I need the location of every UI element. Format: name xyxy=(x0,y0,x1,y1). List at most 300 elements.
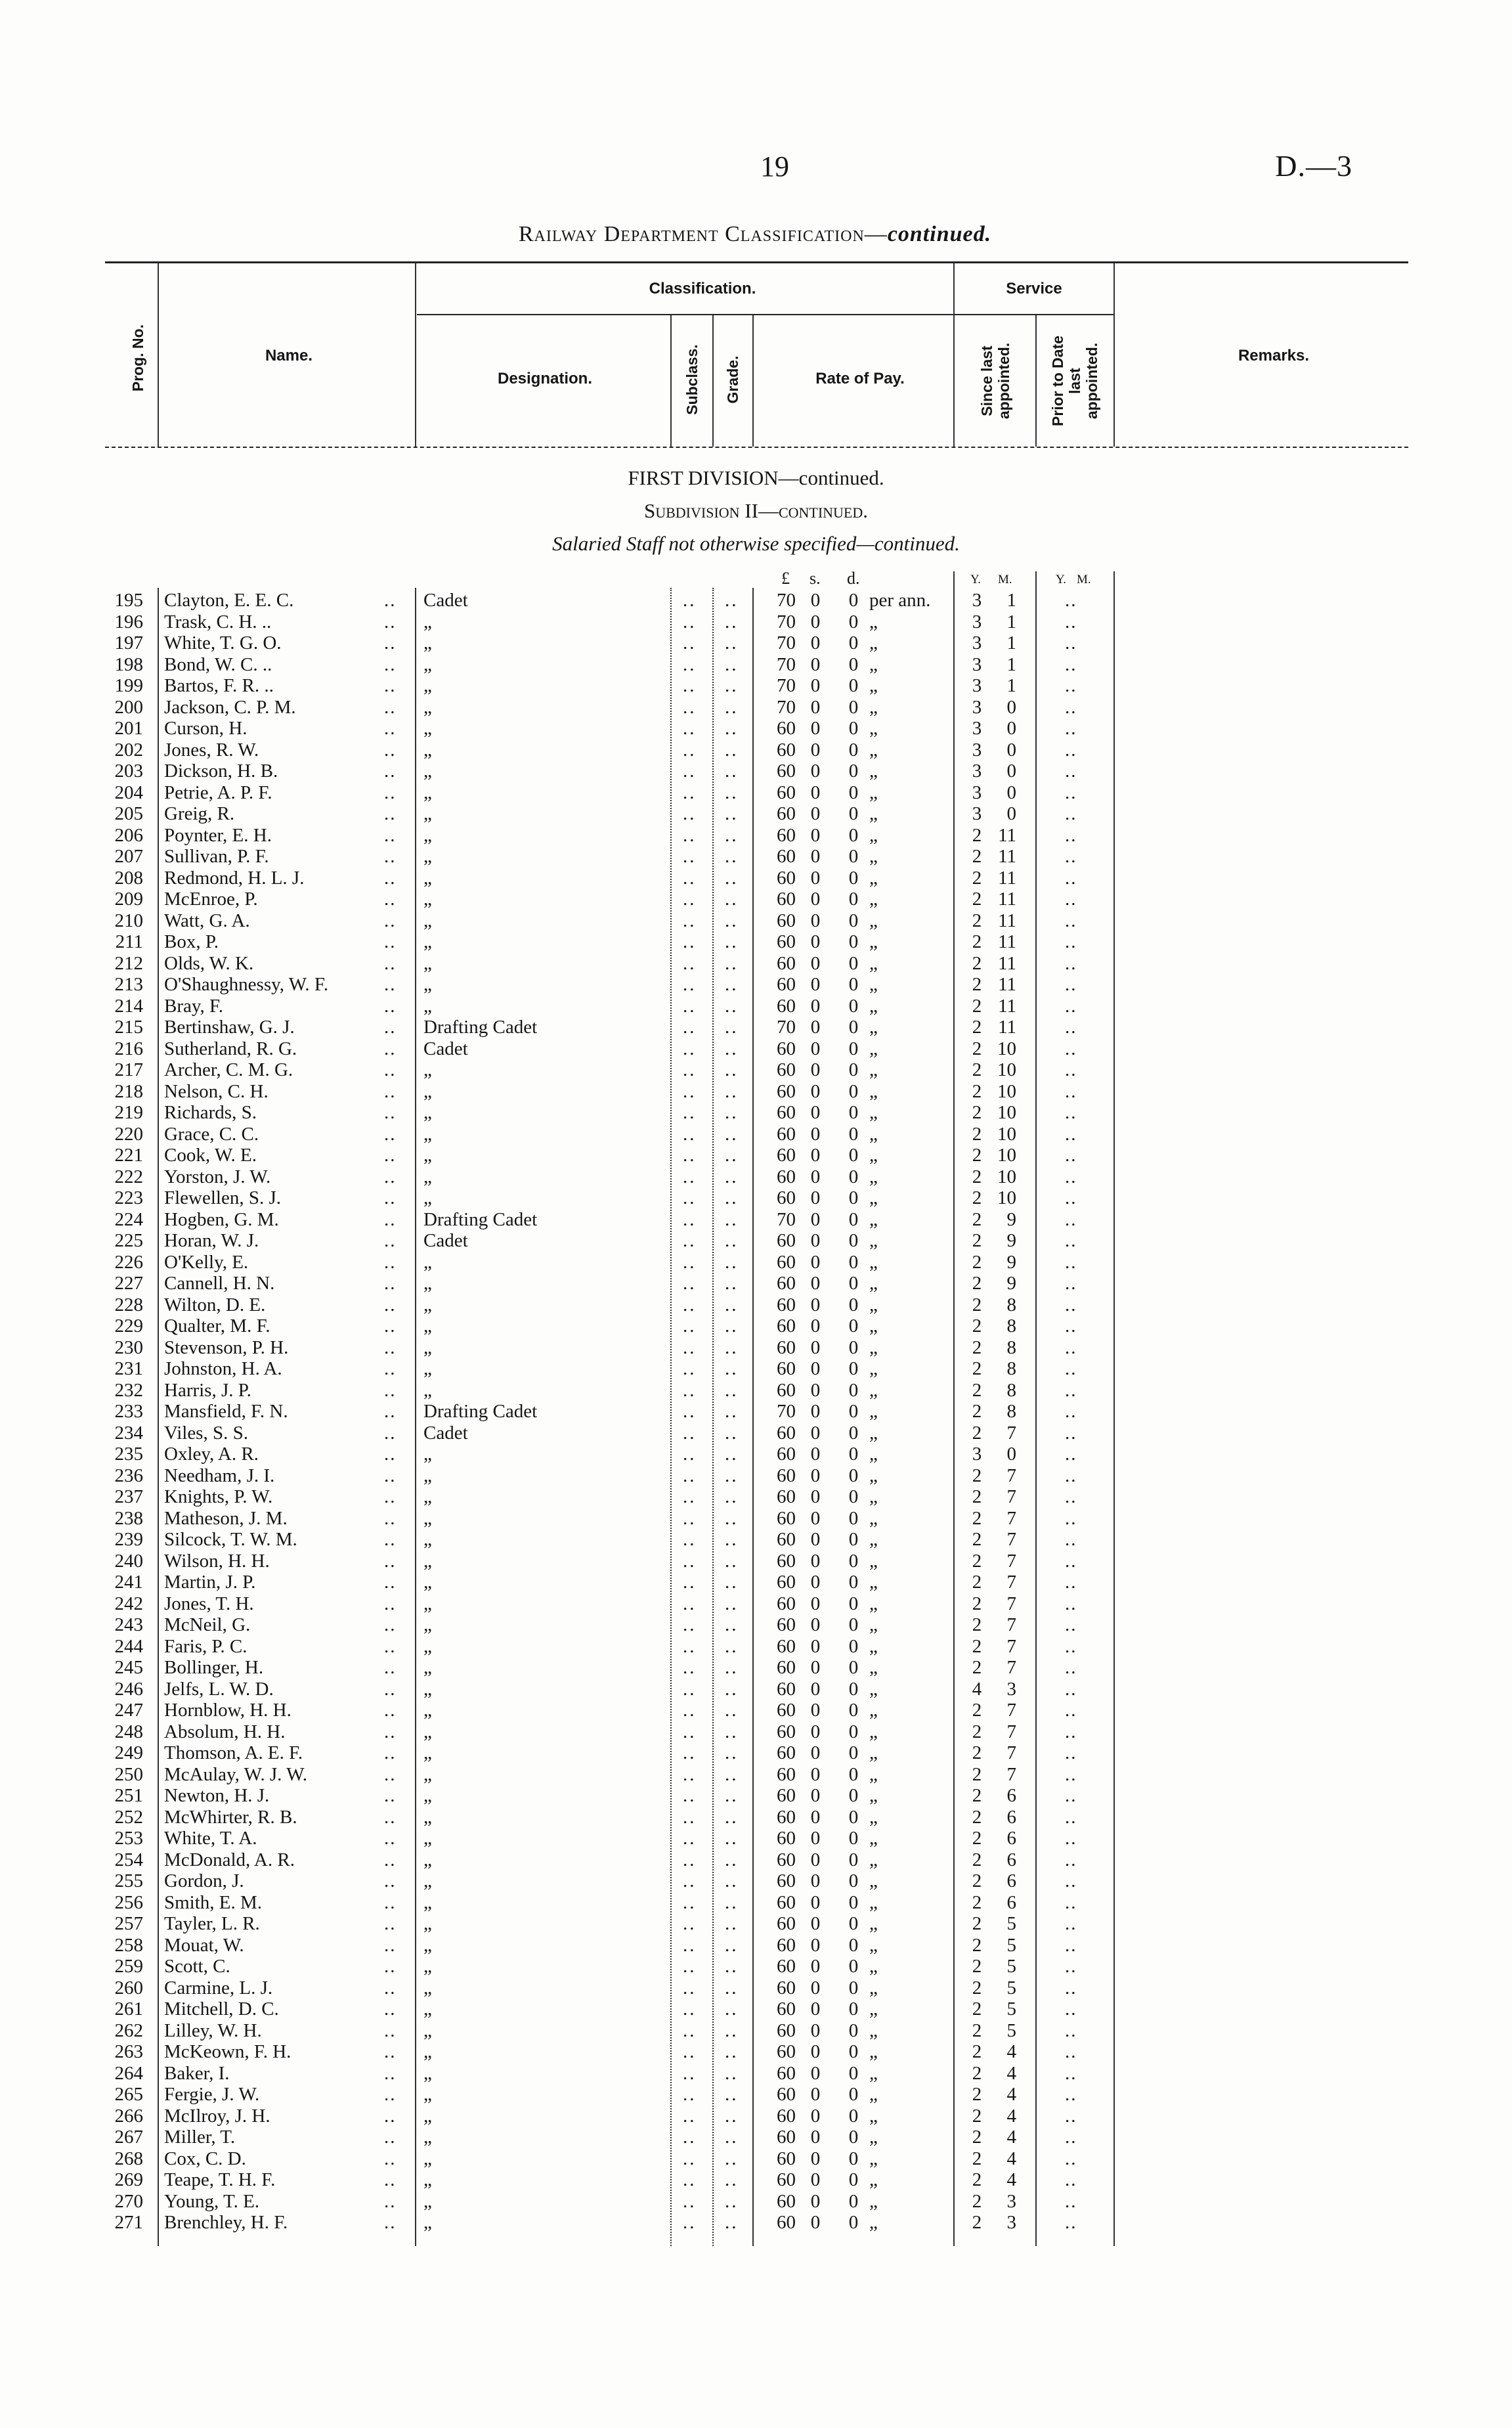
designation: „ xyxy=(423,910,432,931)
staff-name: Greig, R. xyxy=(164,803,235,824)
pay-pence: 0 xyxy=(848,1379,859,1401)
pay-pounds: 60 xyxy=(777,1294,796,1315)
designation: „ xyxy=(423,1678,432,1700)
designation: „ xyxy=(423,1507,432,1529)
service-years: 2 xyxy=(972,1422,982,1444)
table-row xyxy=(0,910,1512,932)
prog-number: 218 xyxy=(114,1080,143,1102)
prior-service: .. xyxy=(1065,1977,1077,1998)
pay-pounds: 60 xyxy=(777,1593,796,1614)
pay-pounds: 70 xyxy=(777,653,796,675)
subclass-value: .. xyxy=(683,1187,697,1208)
unit-pounds: £ xyxy=(781,569,790,588)
prior-service: .. xyxy=(1065,2041,1077,2062)
prog-number: 201 xyxy=(114,718,143,739)
staff-name: Jones, R. W. xyxy=(164,739,259,761)
designation: „ xyxy=(423,739,432,761)
grade-value: .. xyxy=(725,2041,739,2062)
name-leader: .. xyxy=(384,867,397,889)
prog-number: 265 xyxy=(114,2084,143,2105)
table-row xyxy=(0,1401,1512,1423)
pay-pence: 0 xyxy=(848,761,859,782)
name-leader: .. xyxy=(384,1422,397,1444)
prior-service: .. xyxy=(1065,1550,1077,1572)
name-leader: .. xyxy=(384,910,397,931)
pay-pence: 0 xyxy=(848,1059,859,1080)
name-leader: .. xyxy=(384,1187,397,1208)
pay-period: „ xyxy=(869,803,878,824)
pay-pounds: 60 xyxy=(777,1230,796,1251)
prog-number: 267 xyxy=(114,2127,143,2148)
pay-shillings: 0 xyxy=(810,1678,821,1700)
designation: „ xyxy=(423,2212,432,2233)
service-years: 2 xyxy=(972,1614,982,1635)
pay-shillings: 0 xyxy=(810,1550,821,1572)
prog-number: 208 xyxy=(114,867,143,889)
pay-period: „ xyxy=(869,1336,878,1358)
subclass-value: .. xyxy=(683,1145,697,1166)
prior-service: .. xyxy=(1065,761,1077,782)
pay-pence: 0 xyxy=(848,1721,859,1742)
pay-period: „ xyxy=(869,1486,878,1507)
pay-pence: 0 xyxy=(848,1422,859,1444)
designation: „ xyxy=(423,1785,432,1806)
pay-shillings: 0 xyxy=(810,718,821,739)
prog-number: 197 xyxy=(114,632,143,653)
staff-name: Faris, P. C. xyxy=(164,1635,248,1657)
designation: „ xyxy=(423,653,432,675)
pay-pounds: 60 xyxy=(777,1123,796,1145)
pay-pence: 0 xyxy=(848,2041,859,2062)
name-leader: .. xyxy=(384,1657,397,1678)
prior-service: .. xyxy=(1065,1891,1077,1913)
table-row xyxy=(0,1337,1512,1359)
designation: „ xyxy=(423,2190,432,2212)
prog-number: 268 xyxy=(114,2148,143,2169)
pay-period: „ xyxy=(869,1273,878,1294)
service-years: 2 xyxy=(972,1828,982,1849)
service-years: 2 xyxy=(972,1891,982,1913)
name-leader: .. xyxy=(384,824,397,846)
table-row xyxy=(0,803,1512,825)
service-months: 6 xyxy=(1006,1828,1016,1849)
prog-number: 257 xyxy=(114,1913,143,1934)
designation: „ xyxy=(423,1358,432,1379)
prior-service: .. xyxy=(1065,1294,1077,1315)
designation: „ xyxy=(423,1465,432,1486)
pay-pounds: 70 xyxy=(777,611,796,632)
staff-name: Cook, W. E. xyxy=(164,1145,257,1166)
subclass-value: .. xyxy=(683,2169,697,2190)
pay-period: „ xyxy=(869,1977,878,1998)
name-leader: .. xyxy=(384,782,397,803)
service-months: 8 xyxy=(1006,1379,1016,1401)
grade-value: .. xyxy=(725,1422,739,1444)
name-leader: .. xyxy=(384,2041,397,2062)
staff-name: Trask, C. H. .. xyxy=(164,611,272,632)
subclass-value: .. xyxy=(683,1635,697,1657)
table-row xyxy=(0,1444,1512,1465)
service-years: 2 xyxy=(972,2190,982,2212)
pay-shillings: 0 xyxy=(810,1870,821,1891)
service-months: 11 xyxy=(998,889,1016,910)
prior-service: .. xyxy=(1065,696,1077,718)
table-row xyxy=(0,1380,1512,1402)
designation: Drafting Cadet xyxy=(423,1208,538,1230)
prog-number: 225 xyxy=(114,1230,143,1251)
designation: Cadet xyxy=(423,1422,468,1444)
pay-period: „ xyxy=(869,1208,878,1230)
table-row xyxy=(0,1145,1512,1166)
subclass-value: .. xyxy=(683,1849,697,1870)
pay-pounds: 60 xyxy=(777,1763,796,1785)
pay-pounds: 60 xyxy=(777,1444,796,1465)
pay-pounds: 60 xyxy=(777,739,796,761)
prog-number: 205 xyxy=(114,803,143,824)
table-row xyxy=(0,1785,1512,1807)
pay-period: „ xyxy=(869,2041,878,2062)
grade-value: .. xyxy=(725,1251,739,1273)
grade-value: .. xyxy=(725,1913,739,1934)
pay-shillings: 0 xyxy=(810,803,821,824)
designation: „ xyxy=(423,1080,432,1102)
pay-pounds: 60 xyxy=(777,1934,796,1956)
service-months: 11 xyxy=(998,824,1016,846)
pay-pounds: 60 xyxy=(777,1977,796,1998)
pay-period: „ xyxy=(869,1614,878,1635)
staff-name: Olds, W. K. xyxy=(164,952,254,974)
grade-value: .. xyxy=(725,1017,739,1038)
grade-value: .. xyxy=(725,1379,739,1401)
prior-service: .. xyxy=(1065,611,1077,632)
prog-number: 242 xyxy=(114,1593,143,1614)
grade-value: .. xyxy=(725,1465,739,1486)
service-months: 9 xyxy=(1006,1273,1016,1294)
prog-number: 207 xyxy=(114,846,143,867)
staff-name: O'Kelly, E. xyxy=(164,1251,249,1273)
prior-service: .. xyxy=(1065,1017,1077,1038)
pay-pounds: 60 xyxy=(777,1145,796,1166)
pay-pence: 0 xyxy=(848,995,859,1017)
pay-period: „ xyxy=(869,1145,878,1166)
service-years: 3 xyxy=(972,1444,982,1465)
pay-pounds: 60 xyxy=(777,1806,796,1828)
staff-name: Jelfs, L. W. D. xyxy=(164,1678,274,1700)
subclass-value: .. xyxy=(683,952,697,974)
prog-number: 269 xyxy=(114,2169,143,2190)
designation: „ xyxy=(423,611,432,632)
service-months: 5 xyxy=(1006,2020,1016,2041)
pay-shillings: 0 xyxy=(810,1251,821,1273)
subclass-value: .. xyxy=(683,696,697,718)
designation: „ xyxy=(423,1529,432,1550)
subclass-value: .. xyxy=(683,1998,697,2020)
pay-period: „ xyxy=(869,1507,878,1529)
grade-value: .. xyxy=(725,1550,739,1572)
prior-service: .. xyxy=(1065,1208,1077,1230)
name-leader: .. xyxy=(384,1913,397,1934)
designation: „ xyxy=(423,1166,432,1187)
prior-service: .. xyxy=(1065,952,1077,974)
prior-service: .. xyxy=(1065,1336,1077,1358)
service-months: 1 xyxy=(1006,611,1016,632)
prog-number: 209 xyxy=(114,889,143,910)
document-reference: D.—3 xyxy=(1275,149,1352,183)
pay-shillings: 0 xyxy=(810,1721,821,1742)
grade-value: .. xyxy=(725,2190,739,2212)
pay-shillings: 0 xyxy=(810,2105,821,2127)
service-months: 8 xyxy=(1006,1294,1016,1315)
service-years: 2 xyxy=(972,1977,982,1998)
prog-number: 229 xyxy=(114,1315,143,1336)
service-years: 2 xyxy=(972,1273,982,1294)
pay-shillings: 0 xyxy=(810,2062,821,2084)
staff-name: Martin, J. P. xyxy=(164,1572,256,1593)
name-leader: .. xyxy=(384,1763,397,1785)
staff-name: Hornblow, H. H. xyxy=(164,1700,292,1721)
pay-pence: 0 xyxy=(848,2127,859,2148)
grade-value: .. xyxy=(725,952,739,974)
pay-pence: 0 xyxy=(848,1977,859,1998)
prior-service: .. xyxy=(1065,803,1077,824)
designation: Drafting Cadet xyxy=(423,1017,538,1038)
pay-pence: 0 xyxy=(848,1956,859,1977)
pay-period: „ xyxy=(869,1379,878,1401)
designation: „ xyxy=(423,2127,432,2148)
prog-number: 221 xyxy=(114,1145,143,1166)
table-row xyxy=(0,1721,1512,1743)
staff-name: McDonald, A. R. xyxy=(164,1849,295,1870)
pay-shillings: 0 xyxy=(810,1208,821,1230)
pay-pence: 0 xyxy=(848,1294,859,1315)
table-row xyxy=(0,1742,1512,1764)
subclass-value: .. xyxy=(683,995,697,1017)
subclass-value: .. xyxy=(683,675,697,696)
prior-service: .. xyxy=(1065,1444,1077,1465)
grade-value: .. xyxy=(725,1977,739,1998)
prog-number: 227 xyxy=(114,1273,143,1294)
service-months: 10 xyxy=(997,1102,1016,1123)
table-row xyxy=(0,2020,1512,2042)
pay-shillings: 0 xyxy=(810,1700,821,1721)
staff-name: McIlroy, J. H. xyxy=(164,2105,270,2127)
service-months: 4 xyxy=(1006,2105,1016,2127)
pay-period: „ xyxy=(869,2190,878,2212)
pay-shillings: 0 xyxy=(810,1913,821,1934)
subclass-value: .. xyxy=(683,910,697,931)
table-row xyxy=(0,590,1512,611)
table-row xyxy=(0,1486,1512,1508)
prior-service: .. xyxy=(1065,739,1077,761)
col-rule-4 xyxy=(712,315,714,447)
grade-value: .. xyxy=(725,1849,739,1870)
subclass-value: .. xyxy=(683,1401,697,1422)
service-months: 5 xyxy=(1006,1934,1016,1956)
prior-service: .. xyxy=(1065,1913,1077,1934)
pay-pounds: 70 xyxy=(777,1208,796,1230)
subclass-value: .. xyxy=(683,782,697,803)
pay-shillings: 0 xyxy=(810,1336,821,1358)
name-leader: .. xyxy=(384,2212,397,2233)
col-rule-6 xyxy=(953,263,955,447)
table-row xyxy=(0,1166,1512,1188)
service-years: 2 xyxy=(972,1294,982,1315)
grade-value: .. xyxy=(725,1230,739,1251)
table-row xyxy=(0,697,1512,718)
service-months: 3 xyxy=(1006,2212,1016,2233)
pay-shillings: 0 xyxy=(810,632,821,653)
table-row xyxy=(0,1764,1512,1786)
name-leader: .. xyxy=(384,1294,397,1315)
pay-shillings: 0 xyxy=(810,2127,821,2148)
pay-shillings: 0 xyxy=(810,611,821,632)
service-months: 7 xyxy=(1006,1550,1016,1572)
staff-name: Brenchley, H. F. xyxy=(164,2212,288,2233)
prior-service: .. xyxy=(1065,995,1077,1017)
prog-number: 250 xyxy=(114,1763,143,1785)
grade-value: .. xyxy=(725,1080,739,1102)
table-row xyxy=(0,1614,1512,1636)
service-months: 11 xyxy=(998,910,1016,931)
table-row xyxy=(0,1870,1512,1892)
pay-shillings: 0 xyxy=(810,1123,821,1145)
service-months: 9 xyxy=(1006,1251,1016,1273)
table-row xyxy=(0,675,1512,697)
prog-number: 213 xyxy=(114,974,143,995)
pay-pounds: 60 xyxy=(777,1550,796,1572)
subclass-value: .. xyxy=(683,803,697,824)
prior-service: .. xyxy=(1065,632,1077,653)
table-row xyxy=(0,2191,1512,2213)
service-years: 2 xyxy=(972,1529,982,1550)
pay-period: „ xyxy=(869,2105,878,2127)
col-rule-5 xyxy=(752,315,754,447)
staff-name: Bond, W. C. .. xyxy=(164,653,272,675)
pay-pence: 0 xyxy=(848,803,859,824)
subclass-value: .. xyxy=(683,632,697,653)
designation: Cadet xyxy=(423,1038,468,1059)
name-leader: .. xyxy=(384,1401,397,1422)
grade-value: .. xyxy=(725,2084,739,2105)
grade-value: .. xyxy=(725,1934,739,1956)
table-row xyxy=(0,611,1512,633)
table-row xyxy=(0,2084,1512,2106)
pay-pounds: 70 xyxy=(777,632,796,653)
staff-name: Harris, J. P. xyxy=(164,1379,251,1401)
service-years: 3 xyxy=(972,653,982,675)
name-leader: .. xyxy=(384,1465,397,1486)
service-years: 3 xyxy=(972,632,982,653)
name-leader: .. xyxy=(384,1123,397,1145)
prog-number: 196 xyxy=(114,611,143,632)
designation: „ xyxy=(423,696,432,718)
pay-pounds: 60 xyxy=(777,1849,796,1870)
prog-number: 211 xyxy=(115,931,143,952)
pay-pence: 0 xyxy=(848,1614,859,1635)
grade-value: .. xyxy=(725,1742,739,1763)
service-months: 8 xyxy=(1006,1315,1016,1336)
service-months: 7 xyxy=(1006,1593,1016,1614)
pay-period: „ xyxy=(869,1635,878,1657)
designation: „ xyxy=(423,1806,432,1828)
service-years: 3 xyxy=(972,739,982,761)
name-leader: .. xyxy=(384,1230,397,1251)
prog-number: 228 xyxy=(114,1294,143,1315)
header-grade: Grade. xyxy=(724,355,741,404)
pay-period: „ xyxy=(869,1315,878,1336)
table-row xyxy=(0,996,1512,1017)
prog-number: 206 xyxy=(114,824,143,846)
pay-pence: 0 xyxy=(848,1934,859,1956)
staff-name: Qualter, M. F. xyxy=(164,1315,270,1336)
staff-name: Bertinshaw, G. J. xyxy=(164,1017,295,1038)
prog-number: 271 xyxy=(114,2212,143,2233)
table-row xyxy=(0,1935,1512,1956)
staff-name: Cox, C. D. xyxy=(164,2148,246,2169)
service-months: 10 xyxy=(997,1145,1016,1166)
subclass-value: .. xyxy=(683,867,697,889)
pay-period: „ xyxy=(869,1529,878,1550)
pay-pounds: 60 xyxy=(777,1891,796,1913)
staff-name: Redmond, H. L. J. xyxy=(164,867,305,889)
table-row xyxy=(0,868,1512,889)
prog-number: 231 xyxy=(114,1358,143,1379)
pay-period: „ xyxy=(869,824,878,846)
name-leader: .. xyxy=(384,1828,397,1849)
pay-pounds: 60 xyxy=(777,1956,796,1977)
designation: „ xyxy=(423,1273,432,1294)
service-years: 2 xyxy=(972,2148,982,2169)
table-row xyxy=(0,2106,1512,2127)
name-leader: .. xyxy=(384,1444,397,1465)
subclass-value: .. xyxy=(683,2062,697,2084)
pay-period: „ xyxy=(869,1572,878,1593)
grade-value: .. xyxy=(725,1870,739,1891)
pay-shillings: 0 xyxy=(810,1187,821,1208)
col-rule-8 xyxy=(1113,263,1115,447)
designation: „ xyxy=(423,1742,432,1763)
pay-period: „ xyxy=(869,1700,878,1721)
staff-name: Miller, T. xyxy=(164,2127,236,2148)
pay-pence: 0 xyxy=(848,782,859,803)
pay-pounds: 60 xyxy=(777,1486,796,1507)
pay-pence: 0 xyxy=(848,2084,859,2105)
pay-pence: 0 xyxy=(848,1742,859,1763)
subclass-value: .. xyxy=(683,2212,697,2233)
pay-pounds: 70 xyxy=(777,1017,796,1038)
pay-pence: 0 xyxy=(848,1336,859,1358)
grade-value: .. xyxy=(725,761,739,782)
col-rule-3 xyxy=(670,315,672,447)
designation: „ xyxy=(423,1870,432,1891)
pay-period: „ xyxy=(869,1891,878,1913)
name-leader: .. xyxy=(384,1145,397,1166)
table-row xyxy=(0,889,1512,910)
pay-shillings: 0 xyxy=(810,1422,821,1444)
prog-number: 220 xyxy=(114,1123,143,1145)
table-row xyxy=(0,1209,1512,1231)
pay-period: „ xyxy=(869,931,878,952)
service-months: 10 xyxy=(997,1080,1016,1102)
table-row xyxy=(0,1956,1512,1977)
pay-period: „ xyxy=(869,1187,878,1208)
grade-value: .. xyxy=(725,1444,739,1465)
subclass-value: .. xyxy=(683,1251,697,1273)
prog-number: 199 xyxy=(114,675,143,696)
pay-pence: 0 xyxy=(848,1038,859,1059)
service-months: 1 xyxy=(1006,632,1016,653)
service-months: 4 xyxy=(1006,2041,1016,2062)
